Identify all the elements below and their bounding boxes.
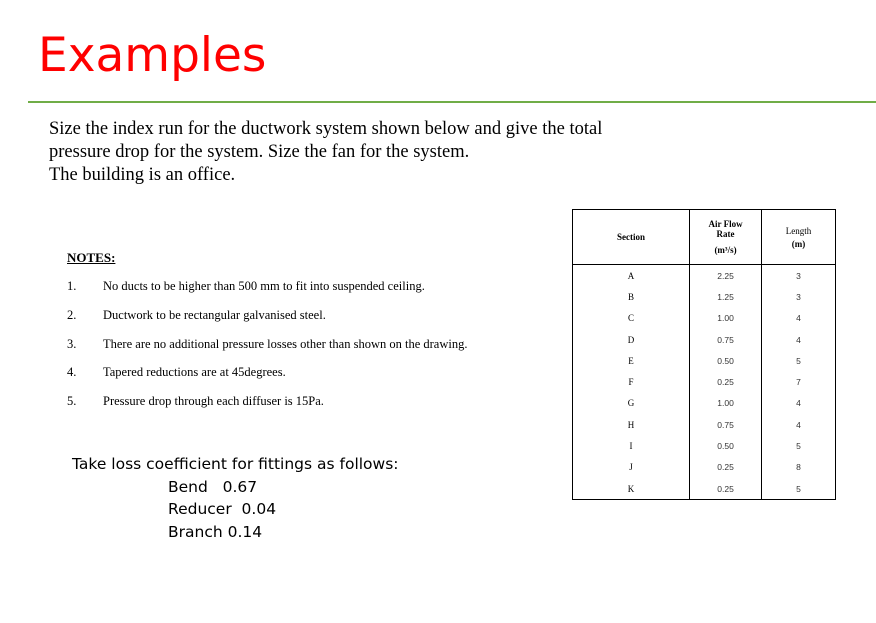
intro-paragraph — [49, 118, 669, 187]
loss-item-bend: Bend 0.67 — [168, 477, 258, 496]
section-table — [572, 209, 836, 500]
header-length-line1: Length — [785, 225, 812, 236]
cell-length: 3 — [762, 286, 836, 307]
cell-air-flow: 1.25 — [690, 286, 762, 307]
table-row — [573, 371, 836, 392]
cell-length: 3 — [762, 265, 836, 287]
table-row — [573, 478, 836, 500]
cell-section: F — [573, 371, 690, 392]
table-row — [573, 414, 836, 435]
table-row — [573, 308, 836, 329]
header-section: Section — [573, 210, 690, 265]
table-row — [573, 393, 836, 414]
slide-title: Examples — [38, 28, 267, 83]
header-air-flow-unit: (m³/s) — [714, 245, 737, 255]
note-number: 4. — [67, 365, 77, 379]
notes-heading: NOTES: — [67, 250, 116, 265]
table-row — [573, 350, 836, 371]
note-number: 1. — [67, 279, 77, 293]
cell-air-flow: 1.00 — [690, 308, 762, 329]
cell-section: J — [573, 457, 690, 478]
loss-item-branch: Branch 0.14 — [168, 522, 263, 541]
intro-line: pressure drop for the system. Size the fan for the system. — [49, 142, 470, 162]
cell-section: H — [573, 414, 690, 435]
title-divider — [28, 101, 876, 103]
cell-air-flow: 0.25 — [690, 457, 762, 478]
intro-line: Size the index run for the ductwork system shown below and give the total — [49, 119, 603, 139]
cell-section: D — [573, 329, 690, 350]
cell-air-flow: 2.25 — [690, 265, 762, 287]
loss-coefficients — [72, 453, 399, 543]
note-number: 2. — [67, 308, 77, 322]
header-air-flow — [690, 210, 762, 265]
cell-length: 8 — [762, 457, 836, 478]
note-text: Tapered reductions are at 45degrees. — [103, 365, 286, 379]
cell-section: E — [573, 350, 690, 371]
cell-air-flow: 0.75 — [690, 329, 762, 350]
table-row — [573, 265, 836, 287]
header-air-flow-line1: Air Flow — [708, 219, 743, 229]
cell-length: 5 — [762, 478, 836, 500]
cell-air-flow: 1.00 — [690, 393, 762, 414]
loss-item-reducer: Reducer 0.04 — [168, 500, 277, 518]
cell-section: B — [573, 286, 690, 307]
cell-air-flow: 0.25 — [690, 478, 762, 500]
cell-section: C — [573, 308, 690, 329]
cell-air-flow: 0.25 — [690, 371, 762, 392]
note-number: 5. — [67, 394, 77, 408]
cell-length: 4 — [762, 414, 836, 435]
note-number: 3. — [67, 337, 77, 351]
header-length — [762, 210, 836, 265]
header-air-flow-line2: Rate — [716, 229, 735, 239]
cell-length: 4 — [762, 308, 836, 329]
cell-length: 4 — [762, 329, 836, 350]
cell-air-flow: 0.75 — [690, 414, 762, 435]
header-length-unit: (m) — [791, 238, 806, 249]
table-header-row — [573, 210, 836, 265]
cell-length: 4 — [762, 393, 836, 414]
table-row — [573, 286, 836, 307]
table-row — [573, 329, 836, 350]
table-row — [573, 457, 836, 478]
note-text: Pressure drop through each diffuser is 15Pa. — [103, 394, 324, 408]
cell-length: 5 — [762, 350, 836, 371]
note-text: There are no additional pressure losses other than shown on the drawing. — [103, 337, 468, 351]
cell-section: K — [573, 478, 690, 500]
cell-section: G — [573, 393, 690, 414]
cell-air-flow: 0.50 — [690, 350, 762, 371]
note-text: Ductwork to be rectangular galvanised steel. — [103, 308, 326, 322]
cell-section: I — [573, 435, 690, 456]
table-body — [573, 265, 836, 500]
intro-line: The building is an office. — [49, 165, 236, 185]
cell-air-flow: 0.50 — [690, 435, 762, 456]
note-text: No ducts to be higher than 500 mm to fit into suspended ceiling. — [103, 279, 425, 293]
loss-heading: Take loss coefficient for fittings as follows: — [72, 455, 399, 473]
cell-section: A — [573, 265, 690, 287]
table-row — [573, 435, 836, 456]
cell-length: 7 — [762, 371, 836, 392]
cell-length: 5 — [762, 435, 836, 456]
